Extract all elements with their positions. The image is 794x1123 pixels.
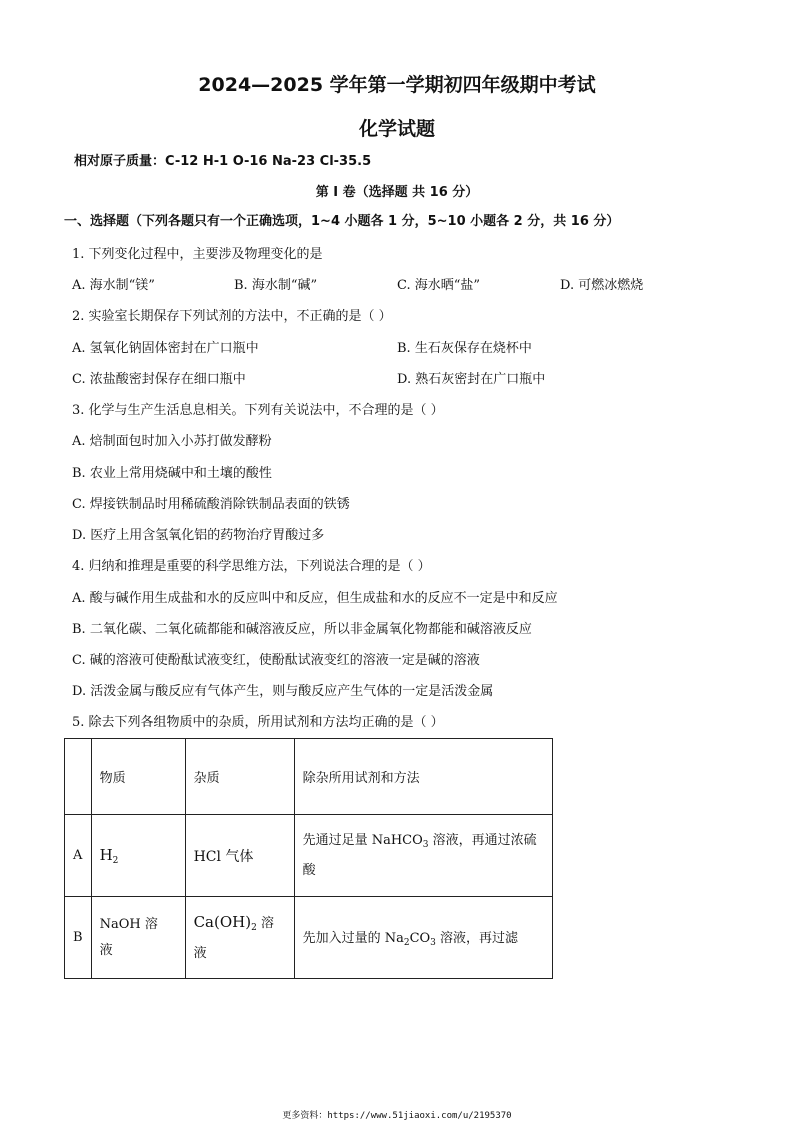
row-b-label: B [65,897,92,979]
q1-option-b: B. 海水制“碱” [234,278,318,293]
row-b-method: 先加入过量的 $Na_2CO_3$ 溶液，再过滤 [294,897,552,979]
row-b-substance: NaOH 溶 液 [91,897,185,979]
row-a-label: A [65,815,92,897]
footer-link[interactable]: 更多资料：https://www.51jiaoxi.com/u/2195370 [282,1111,512,1121]
q4-option-d: D. 活泼金属与酸反应有气体产生，则与酸反应产生气体的一定是活泼金属 [72,684,494,699]
q2-stem: 2. 实验室长期保存下列试剂的方法中，不正确的是（ ） [72,309,392,324]
row-a-method: 先通过足量 NaHCO$_3$ 溶液，再通过浓硫 酸 [294,815,552,897]
header-substance: 物质 [91,739,185,815]
q2-option-d: D. 熟石灰密封在广口瓶中 [397,372,546,387]
row-a-substance: $H_2$ [91,815,185,897]
q2-option-b: B. 生石灰保存在烧杯中 [397,341,532,356]
q1-option-c: C. 海水晒“盐” [397,278,481,293]
table-header-row [65,739,553,815]
q4-option-b: B. 二氧化碳、二氧化硫都能和碱溶液反应，所以非金属氧化物都能和碱溶液反应 [72,622,532,637]
q3-option-d: D. 医疗上用含氢氧化铝的药物治疗胃酸过多 [72,528,325,543]
q3-option-c: C. 焊接铁制品时用稀硫酸消除铁制品表面的铁锈 [72,497,350,512]
atomic-masses: 相对原子质量：C-12 H-1 O-16 Na-23 Cl-35.5 [74,154,372,169]
volume-title: 第 I 卷（选择题 共 16 分） [315,185,479,200]
header-method: 除杂所用试剂和方法 [294,739,552,815]
q4-stem: 4. 归纳和推理是重要的科学思维方法，下列说法合理的是（ ） [72,559,431,574]
q3-option-a: A. 焙制面包时加入小苏打做发酵粉 [72,434,272,449]
table-row [65,815,553,897]
row-b-impurity: $Ca(OH)_2$ 溶 液 [185,897,294,979]
header-blank-cell [65,739,92,815]
q2-option-a: A. 氢氧化钠固体密封在广口瓶中 [72,341,259,356]
exam-subtitle: 化学试题 [358,118,435,140]
q3-option-b: B. 农业上常用烧碱中和土壤的酸性 [72,466,272,481]
q4-option-c: C. 碱的溶液可使酚酞试液变红，使酚酞试液变红的溶液一定是碱的溶液 [72,653,480,668]
q5-stem: 5. 除去下列各组物质中的杂质，所用试剂和方法均正确的是（ ） [72,715,444,730]
q1-stem: 1. 下列变化过程中，主要涉及物理变化的是 [72,247,323,262]
q2-option-c: C. 浓盐酸密封保存在细口瓶中 [72,372,246,387]
exam-title: 2024—2025 学年第一学期初四年级期中考试 [198,74,596,96]
q3-stem: 3. 化学与生产生活息息相关。下列有关说法中，不合理的是（ ） [72,403,444,418]
section-heading: 一、选择题（下列各题只有一个正确选项，1~4 小题各 1 分，5~10 小题各 2 分，共 16 分） [64,214,620,229]
table-row [65,897,553,979]
row-a-impurity: HCl 气体 [185,815,294,897]
q1-option-d: D. 可燃冰燃烧 [560,278,644,293]
q4-option-a: A. 酸与碱作用生成盐和水的反应叫中和反应，但生成盐和水的反应不一定是中和反应 [72,591,558,606]
q1-option-a: A. 海水制“镁” [72,278,155,293]
header-impurity: 杂质 [185,739,294,815]
q5-table [64,738,553,979]
